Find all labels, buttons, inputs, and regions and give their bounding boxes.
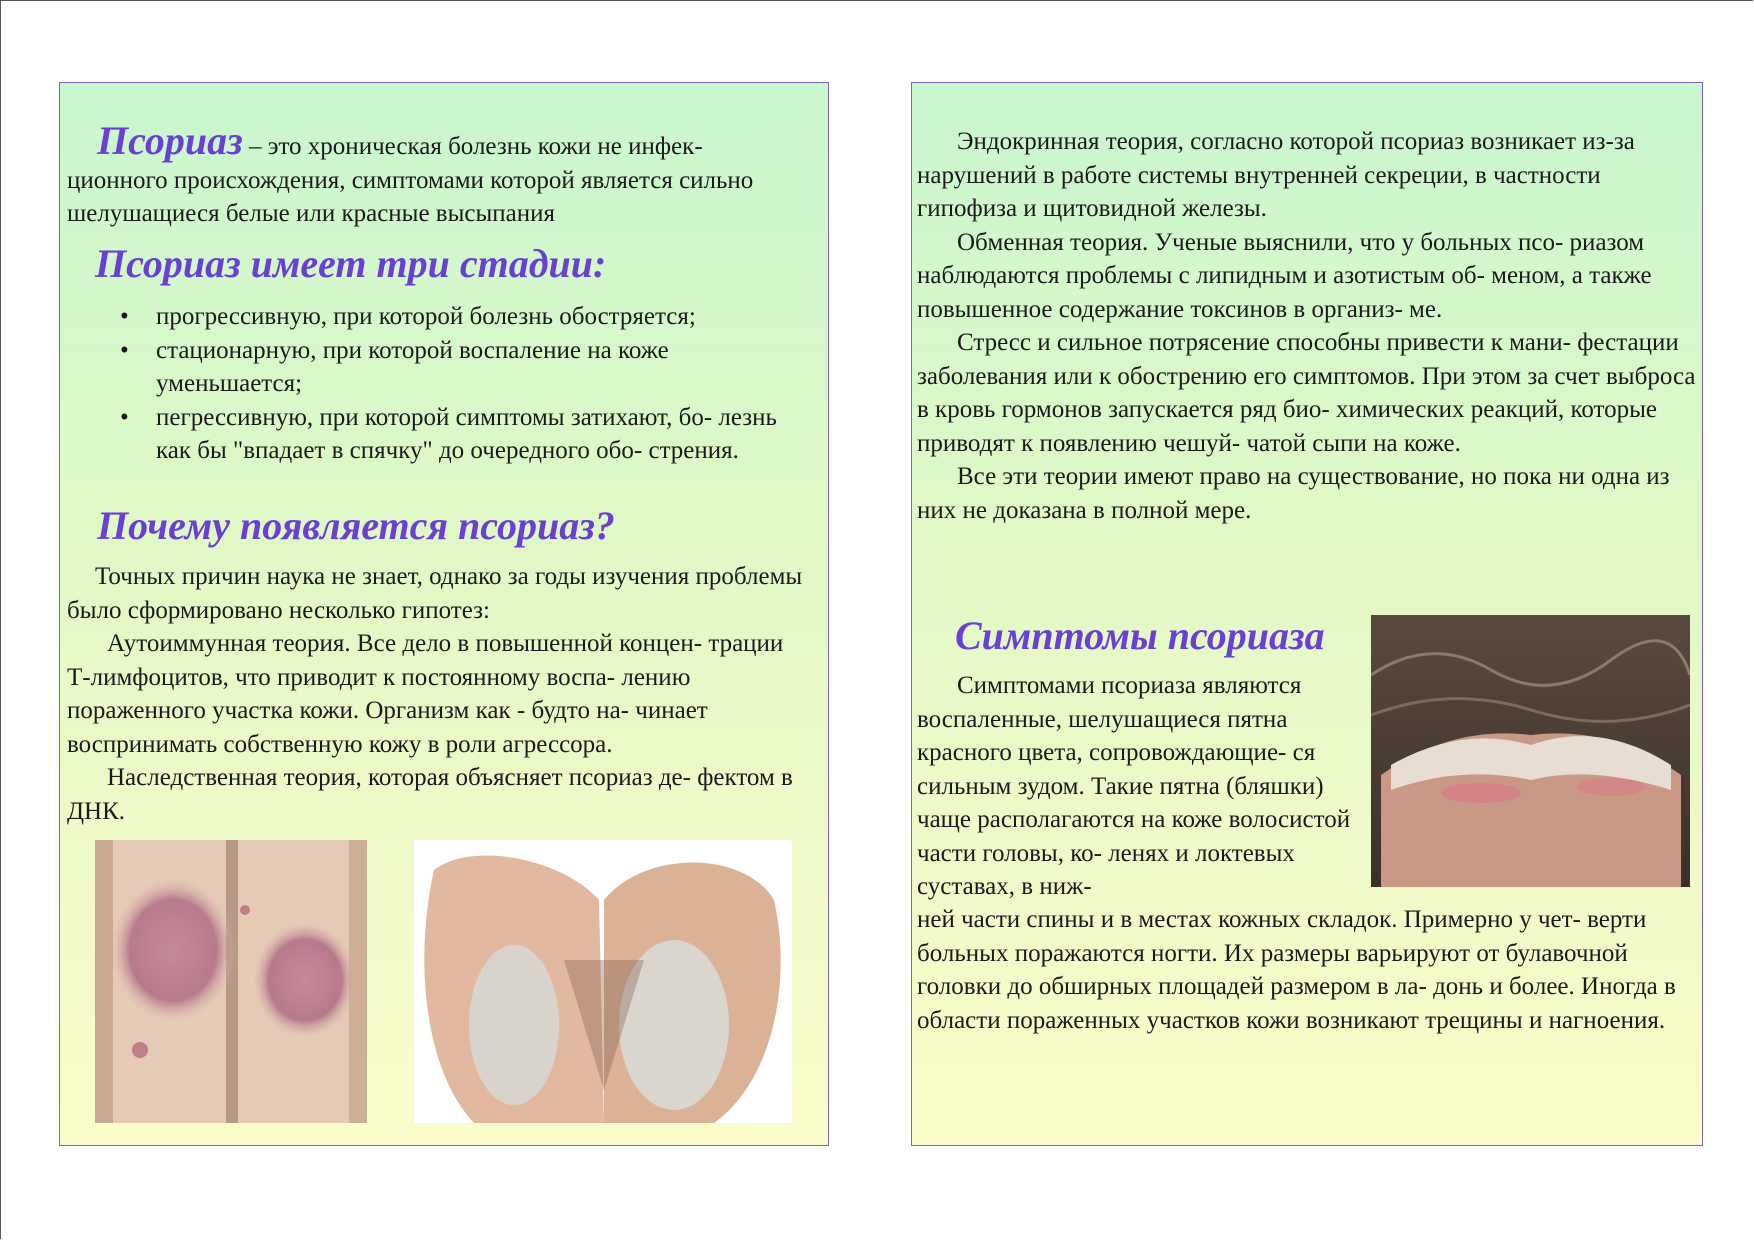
bullet-icon: •	[120, 336, 129, 364]
scalp-psoriasis-photo	[1371, 615, 1690, 887]
stages-list	[120, 300, 810, 468]
causes-heading: Почему появляется псориаз?	[97, 503, 615, 548]
knees-psoriasis-photo	[95, 840, 367, 1123]
theories-text	[917, 125, 1697, 527]
endocrine-theory: Эндокринная теория, согласно которой псориаз возникает из-за нарушений в работе системы внутренней секреции, в частности гипофиза и щитовидной железы.	[917, 128, 1635, 222]
hereditary-theory: Наследственная теория, которая объясняет псориаз де- фектом в ДНК.	[67, 764, 793, 825]
bullet-icon: •	[120, 303, 129, 330]
stages-heading: Псориаз имеет три стадии:	[95, 241, 607, 286]
bullet-icon: •	[120, 403, 129, 431]
symptoms-text-wrapped: Симптомами псориаза являются воспаленные, шелушащиеся пятна красного цвета, сопровождающие- ся сильным зудом. Такие пятна (бляшки) чаще располагаются на коже волосистой части головы, ко- ленях и локтевых суставах, в ниж-	[917, 672, 1351, 900]
metabolic-theory: Обменная теория. Ученые выяснили, что у больных псо- риазом наблюдаются проблемы с липидным и азотистым об- меном, а также повышенное содержание токсинов в организ- ме.	[917, 228, 1652, 323]
list-item	[120, 334, 810, 401]
causes-intro: Точных причин наука не знает, однако за годы изучения проблемы было сформировано несколько гипотез:	[67, 563, 803, 624]
elbows-psoriasis-photo	[414, 840, 792, 1123]
stage-text: стационарную, при которой воспаление на коже уменьшается;	[156, 336, 669, 397]
list-item	[120, 401, 810, 468]
intro-text: – это хроническая болезнь кожи не инфек- ционного происхождения, симптомами которой является сильно шелушащиеся белые или красные высыпания	[67, 133, 754, 227]
causes-text	[67, 560, 812, 828]
intro-paragraph	[67, 118, 805, 231]
symptoms-heading: Симптомы псориаза	[955, 613, 1325, 658]
stage-text: прогрессивную, при которой болезнь обостряется;	[156, 303, 696, 330]
autoimmune-theory: Аутоиммунная теория. Все дело в повышенной концен- трации Т-лимфоцитов, что приводит к постоянному воспа- лению пораженного участка кожи. Организм как - будто на- чинает воспринимать собственную кожу в роли агрессора.	[67, 630, 784, 758]
stress-theory: Стресс и сильное потрясение способны привести к мани- фестации заболевания или к обострению его симптомов. При этом за счет выброса в кровь гормонов запускается ряд био- химических реакций, которые приводят к появлению чешуй- чатой сыпи на коже.	[917, 329, 1696, 457]
stage-text: пегрессивную, при которой симптомы затихают, бо- лезнь как бы "впадает в спячку" до очередного обо- стрения.	[156, 403, 777, 464]
intro-term: Псориаз	[97, 118, 243, 163]
list-item	[120, 300, 810, 334]
theories-conclusion: Все эти теории имеют право на существование, но пока ни одна из них не доказана в полной мере.	[917, 463, 1670, 524]
symptoms-text-full: ней части спины и в местах кожных складок. Примерно у чет- верти больных поражаются ногти. Их размеры варьируют от булавочной головки до обширных площадей размером в ла- донь и более. Иногда в области пораженных участков кожи возникают трещины и нагноения.	[917, 906, 1676, 1034]
